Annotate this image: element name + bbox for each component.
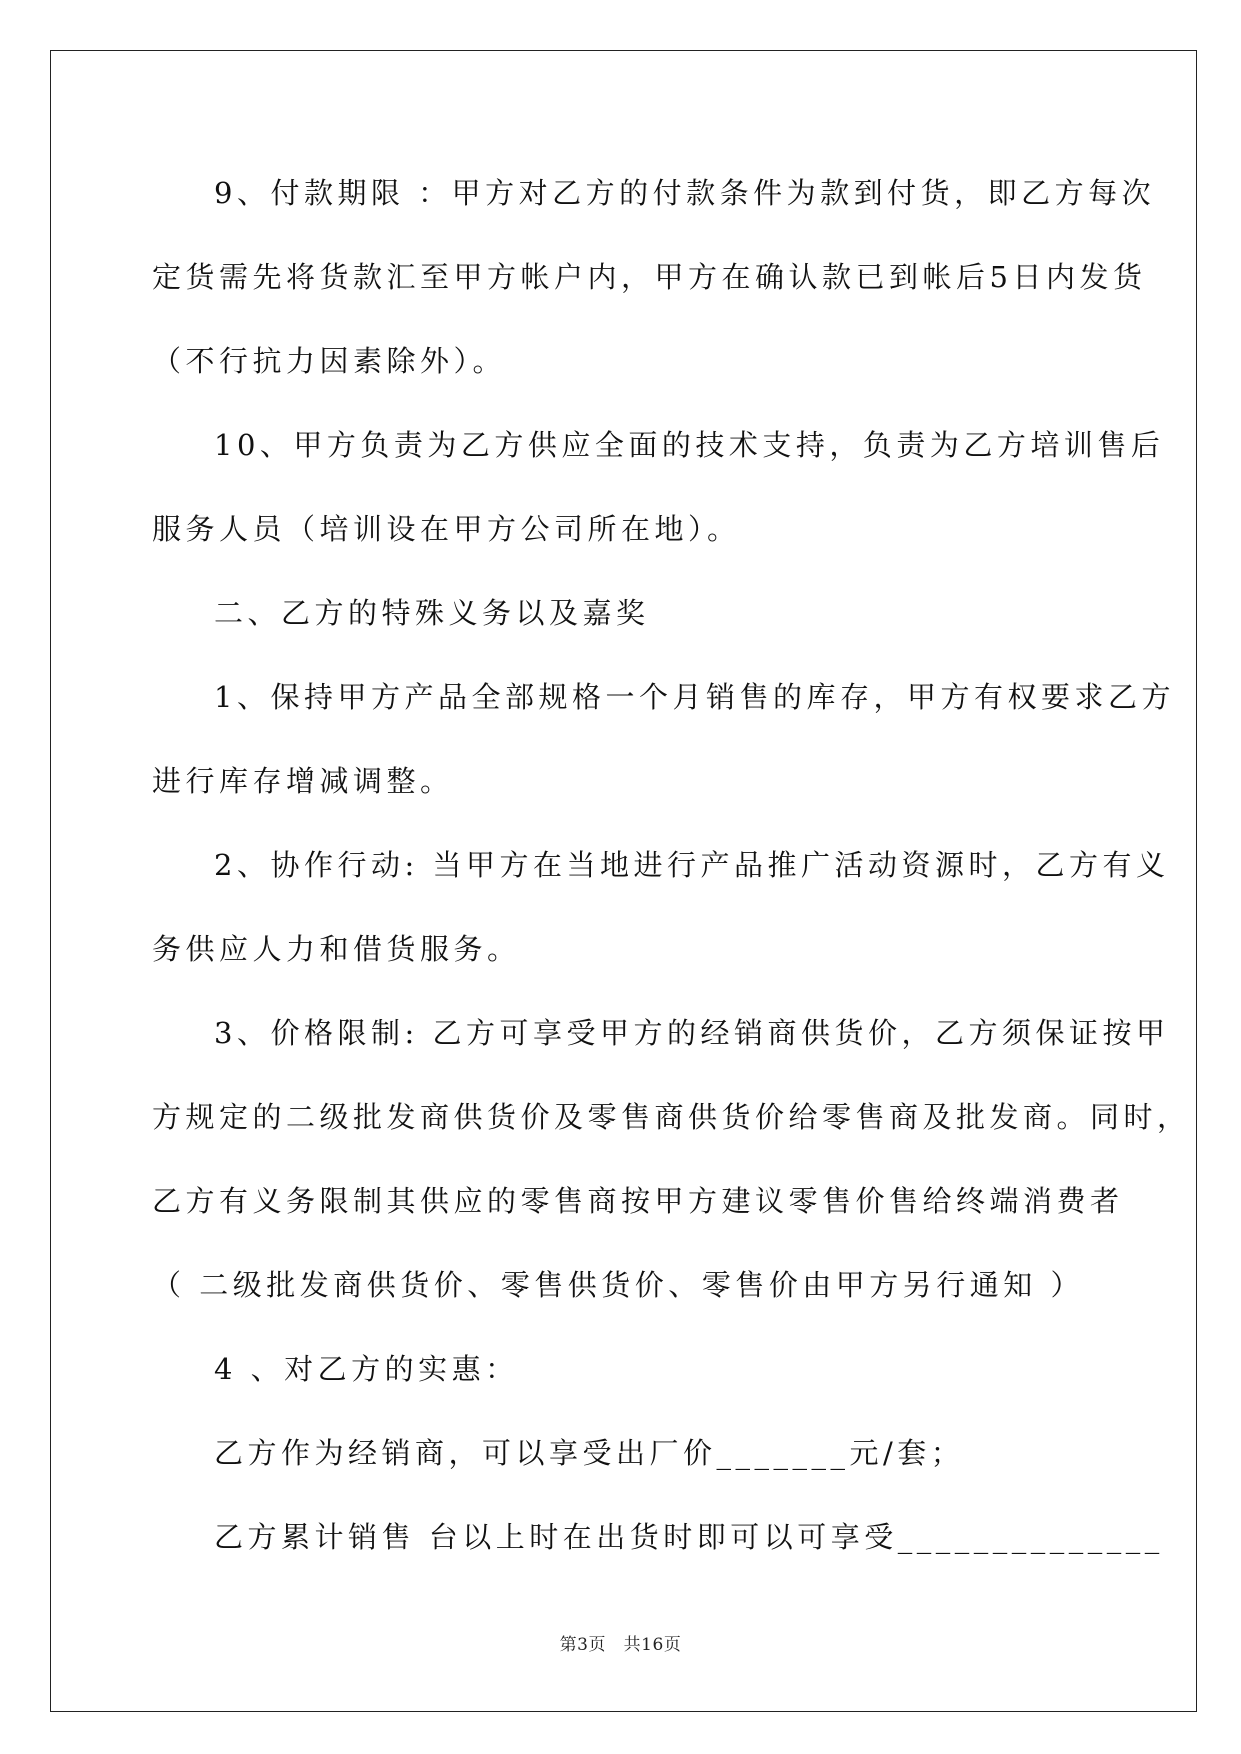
section-heading: 二、乙方的特殊义务以及嘉奖: [214, 596, 650, 630]
paragraph-line: 1、保持甲方产品全部规格一个月销售的库存，甲方有权要求乙方: [214, 680, 1175, 714]
paragraph-line: 3、价格限制: 乙方可享受甲方的经销商供货价，乙方须保证按甲: [214, 1016, 1170, 1050]
paragraph-line: 进行库存增减调整。: [152, 764, 454, 798]
document-body: [152, 165, 1191, 1593]
paragraph-line: 定货需先将货款汇至甲方帐户内，甲方在确认款已到帐后5日内发货: [152, 260, 1147, 294]
paragraph-line: 服务人员（培训设在甲方公司所在地）。: [152, 512, 741, 546]
paragraph-line: 2、协作行动: 当甲方在当地进行产品推广活动资源时，乙方有义: [214, 848, 1170, 882]
paragraph-line: 务供应人力和借货服务。: [152, 932, 521, 966]
paragraph-line: （不行抗力因素除外）。: [152, 344, 507, 378]
paragraph-line: 乙方作为经销商，可以享受出厂价_______元/套；: [214, 1436, 965, 1470]
paragraph-line: 方规定的二级批发商供货价及零售商供货价给零售商及批发商。同时，: [152, 1100, 1191, 1134]
paragraph-line: （ 二级批发商供货价、零售供货价、零售价由甲方另行通知 ）: [152, 1268, 1084, 1302]
page-number-footer: 第3页 共16页: [559, 1635, 682, 1655]
paragraph-line: 4 、对乙方的实惠：: [214, 1352, 519, 1386]
paragraph-line: 乙方有义务限制其供应的零售商按甲方建议零售价售给终端消费者: [152, 1184, 1124, 1218]
paragraph-line: 9、付款期限 ：甲方对乙方的付款条件为款到付货，即乙方每次: [214, 176, 1156, 210]
paragraph-line: 乙方累计销售 台以上时在出货时即可以可享受______________: [214, 1520, 1164, 1554]
paragraph-line: 10、甲方负责为乙方供应全面的技术支持，负责为乙方培训售后: [214, 428, 1165, 462]
